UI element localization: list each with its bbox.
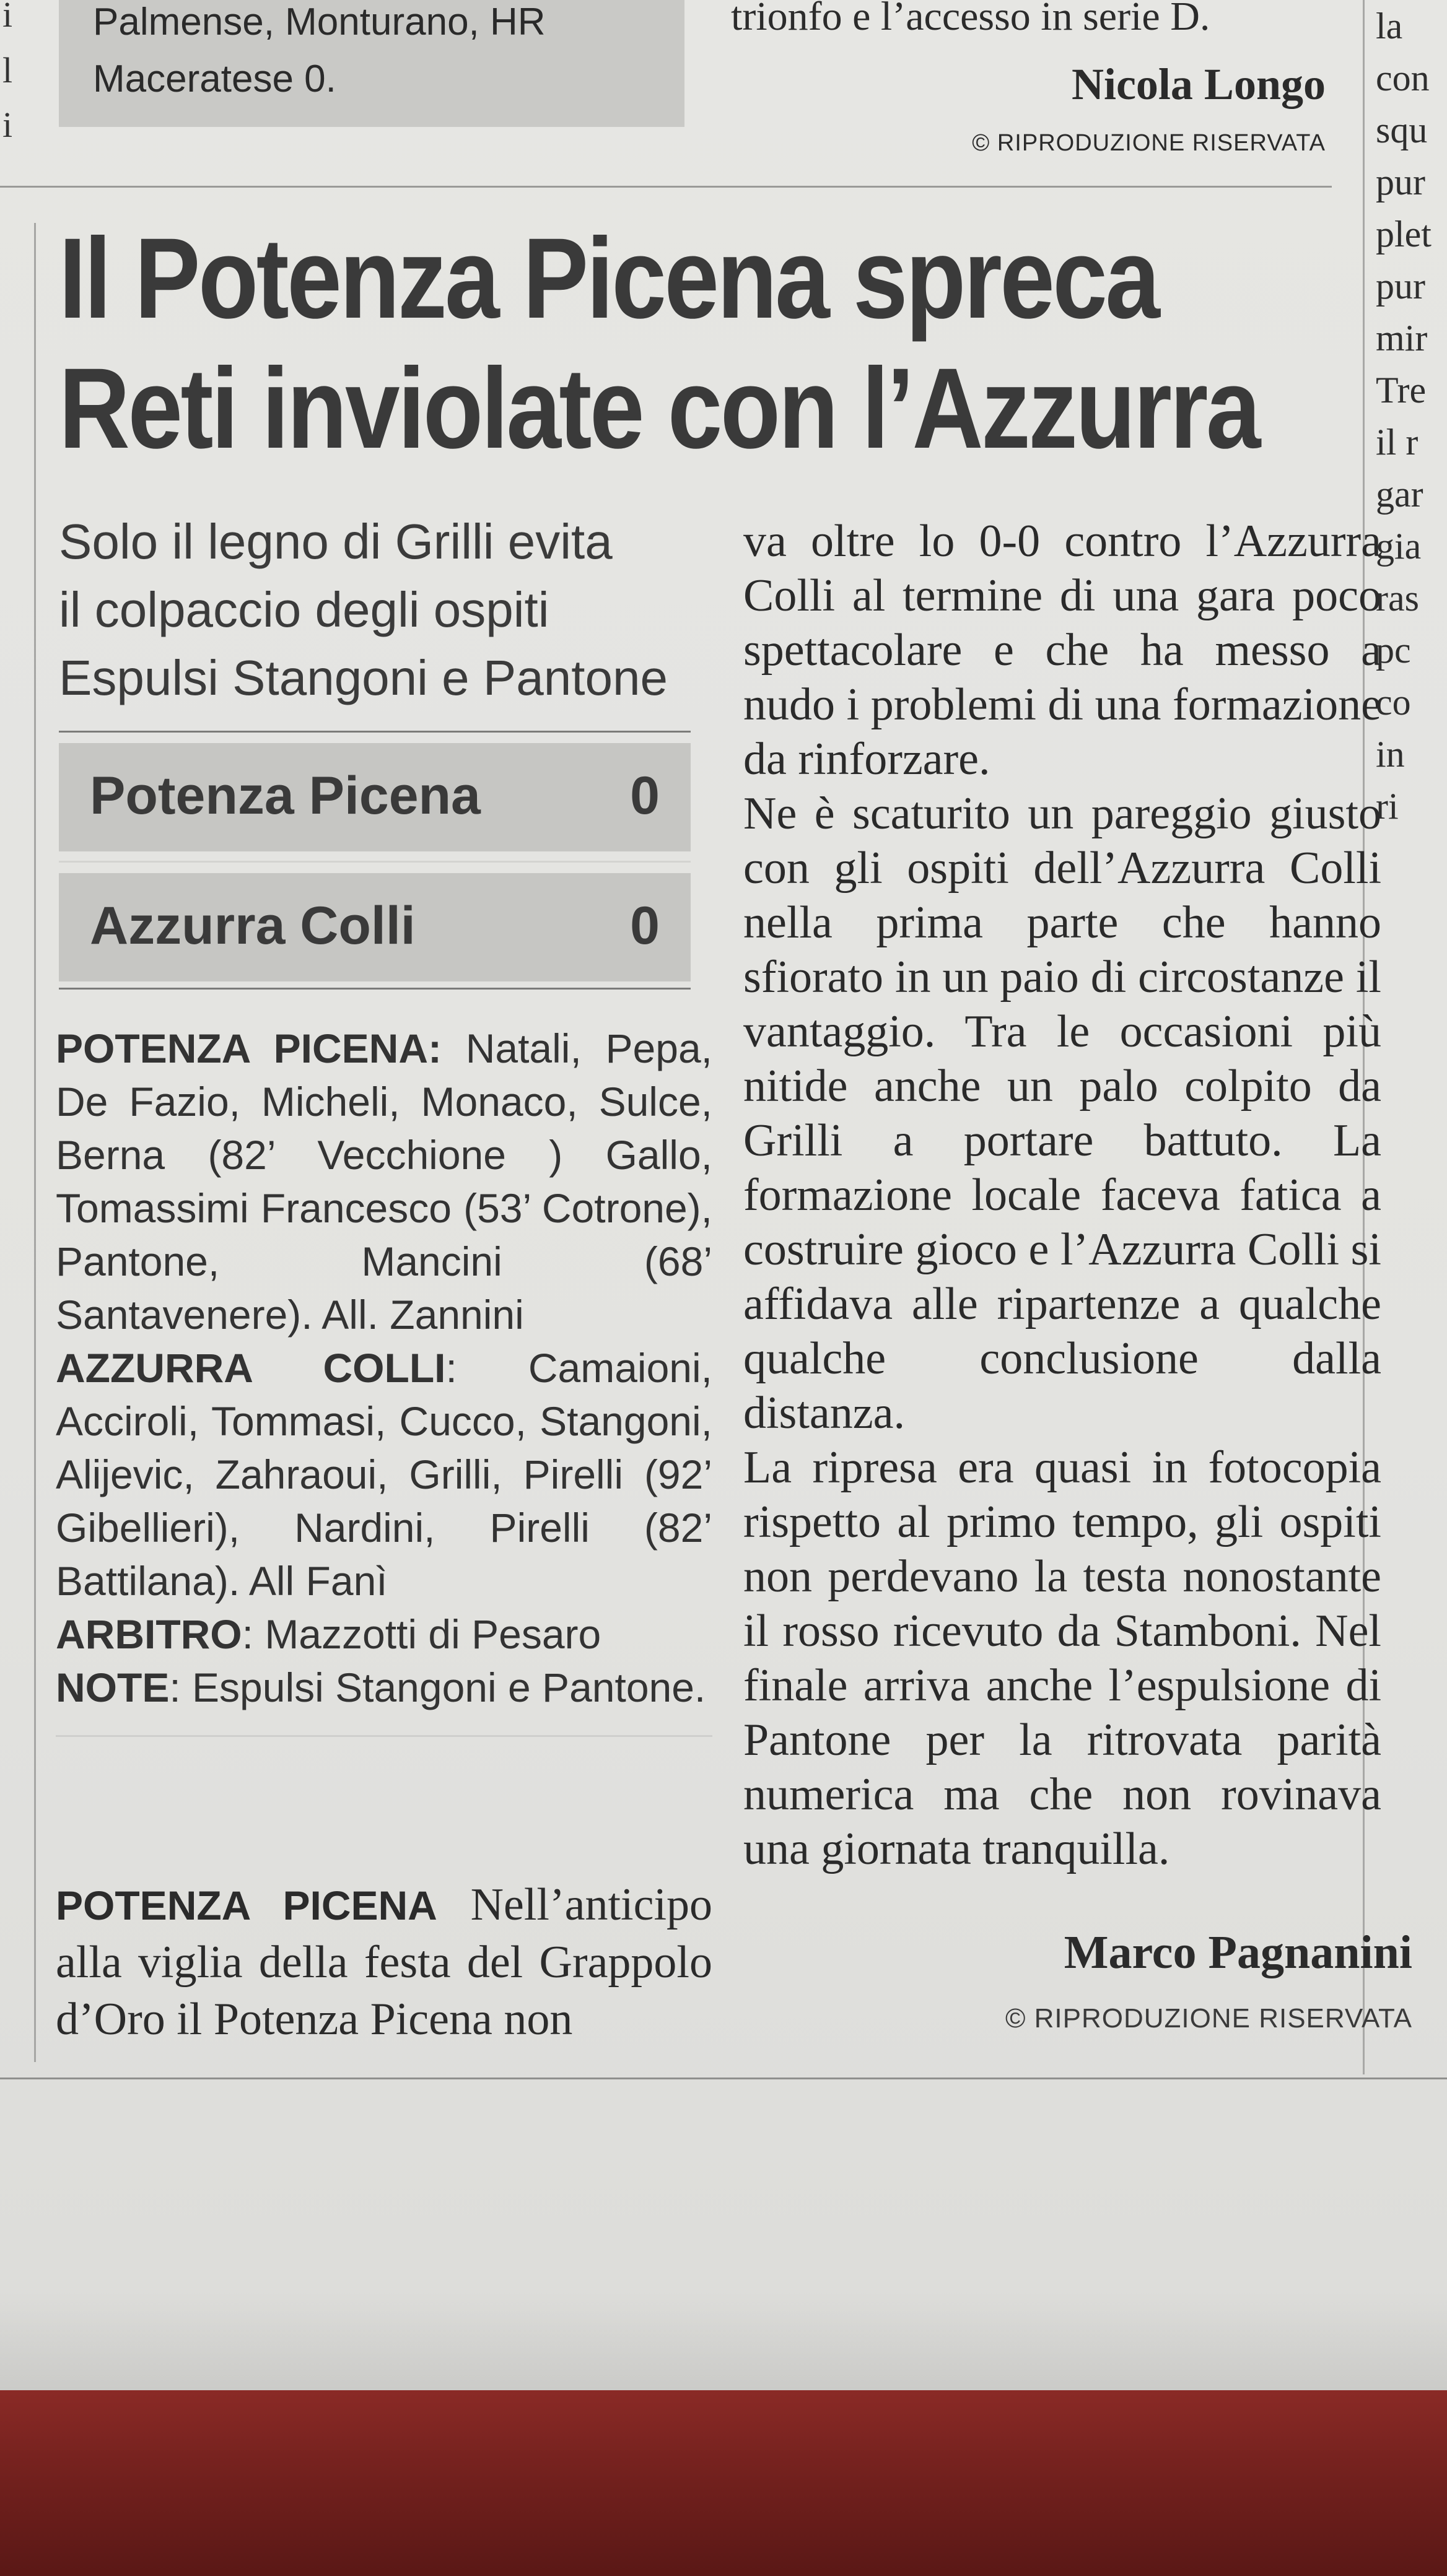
- subheading-line: Solo il legno di Grilli evita: [59, 514, 613, 569]
- previous-article-author: Nicola Longo: [1071, 59, 1326, 109]
- score-team: Potenza Picena: [90, 766, 481, 825]
- body-paragraph: La ripresa era quasi in fotocopia rispetto al primo tempo, gli ospiti non perdevano la testa nonostante il rosso ricevuto da Stamboni. Nel finale arriva anche l’espulsione di Pantone per la ritrovata parità numerica ma che non rovinava una giornata tranquilla.: [743, 1442, 1381, 1874]
- lineup-away-label: AZZURRA COLLI: [56, 1345, 446, 1391]
- article-subheading: [59, 508, 709, 712]
- notes-label: NOTE: [56, 1664, 170, 1710]
- margin-fragment: pc: [1376, 630, 1411, 671]
- margin-fragment: mir: [1376, 318, 1428, 359]
- margin-fragment: la: [1376, 6, 1403, 46]
- body-paragraph: va oltre lo 0-0 contro l’Azzurra Colli al termine di una gara poco spettacolare e che ha messo a nudo i problemi di una formazione da rinforzare.: [743, 516, 1381, 785]
- body-lead: POTENZA PICENA: [56, 1882, 437, 1928]
- margin-fragment: i: [2, 105, 13, 145]
- section-divider: [0, 186, 1332, 188]
- previous-article-line: Palmense, Monturano, HR: [93, 1, 546, 43]
- margin-fragment: Tre: [1376, 370, 1427, 411]
- lineup-away-text: : Camaioni, Acciroli, Tommasi, Cucco, Stangoni, Alijevic, Zahraoui, Grilli, Pirelli (92’ Gibellieri), Nardini, Pirelli (82’ Battilana). All Fanì: [56, 1345, 712, 1604]
- lineup-separator: [56, 1735, 712, 1737]
- previous-article-box-text: [93, 0, 675, 108]
- score-divider: [59, 861, 691, 863]
- margin-fragment: co: [1376, 682, 1411, 723]
- score-team: Azzurra Colli: [90, 896, 416, 955]
- score-divider: [59, 731, 691, 733]
- subheading-line: il colpaccio degli ospiti: [59, 582, 549, 637]
- previous-article-text: trionfo e l’accesso in serie D.: [731, 0, 1210, 39]
- score-row-away: [59, 873, 691, 981]
- page-shadow: [0, 2291, 1447, 2390]
- margin-fragment: in: [1376, 734, 1405, 775]
- match-lineups: [56, 1022, 712, 1762]
- body-text: Nell’anticipo alla viglia della festa del Grappolo d’Oro il Potenza Picena non: [56, 1879, 713, 2045]
- previous-article-line: Maceratese 0.: [93, 58, 336, 100]
- section-divider-bottom: [0, 2078, 1447, 2079]
- lineup-home-text: Natali, Pepa, De Fazio, Micheli, Monaco, Sulce, Berna (82’ Vecchione ) Gallo, Tomassimi Francesco (53’ Cotrone), Pantone, Mancini (68’ Santavenere). All. Zannini: [56, 1025, 712, 1338]
- right-margin-fragments: [1372, 0, 1447, 827]
- article-body-continued: [743, 514, 1381, 1876]
- score-goals: 0: [630, 766, 660, 825]
- article-author: Marco Pagnanini: [1064, 1926, 1412, 1978]
- table-surface: [0, 2390, 1447, 2576]
- notes-text: : Espulsi Stangoni e Pantone.: [169, 1664, 706, 1710]
- margin-fragment: plet: [1376, 214, 1432, 255]
- margin-fragment: con: [1376, 58, 1430, 98]
- score-divider: [59, 988, 691, 990]
- score-row-home: [59, 743, 691, 851]
- body-paragraph: Ne è scaturito un pareggio giusto con gli ospiti dell’Azzurra Colli nella prima parte che hanno sfiorato in un paio di circostanze il vantaggio. Tra le occasioni più nitide anche un palo colpito da Grilli a portare battuto. La formazione locale faceva fatica a costruire gioco e l’Azzurra Colli si affidava alle ripartenze a qualche qualche conclusione dalla distanza.: [743, 788, 1381, 1438]
- article-headline: [59, 214, 1259, 474]
- article-copyright: © RIPRODUZIONE RISERVATA: [1005, 2003, 1412, 2034]
- margin-fragment: ras: [1376, 578, 1419, 619]
- left-margin-fragments: [0, 0, 25, 2105]
- margin-fragment: gia: [1376, 526, 1422, 567]
- score-goals: 0: [630, 896, 660, 955]
- lineup-home: [56, 1022, 712, 1341]
- margin-fragment: ri: [1376, 786, 1399, 827]
- column-rule-left: [34, 223, 36, 2062]
- margin-fragment: pur: [1376, 266, 1425, 307]
- margin-fragment: l: [2, 50, 13, 90]
- lineup-away: [56, 1341, 712, 1608]
- previous-article-copyright: © RIPRODUZIONE RISERVATA: [972, 130, 1326, 156]
- notes: [56, 1661, 712, 1714]
- margin-fragment: i: [2, 0, 13, 35]
- headline-line: Reti inviolate con l’Azzurra: [59, 345, 1259, 472]
- referee-text: : Mazzotti di Pesaro: [242, 1611, 601, 1657]
- margin-fragment: squ: [1376, 110, 1428, 150]
- article-body-start: [56, 1876, 712, 2048]
- margin-fragment: pur: [1376, 162, 1425, 202]
- margin-fragment: il r: [1376, 422, 1419, 463]
- referee: [56, 1608, 712, 1661]
- subheading-line: Espulsi Stangoni e Pantone: [59, 650, 668, 705]
- margin-fragment: gar: [1376, 474, 1423, 515]
- referee-label: ARBITRO: [56, 1611, 242, 1657]
- lineup-home-label: POTENZA PICENA:: [56, 1025, 442, 1071]
- headline-line: Il Potenza Picena spreca: [59, 215, 1158, 342]
